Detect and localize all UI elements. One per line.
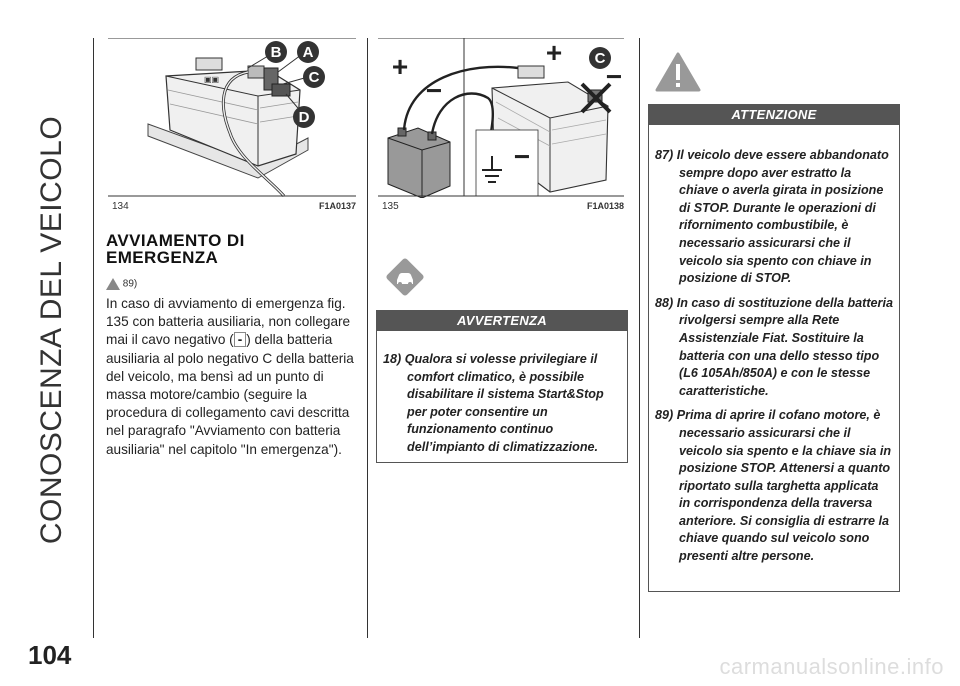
item-text: Qualora si volesse privilegiare il comfort climatico, è possibile disabilitare il sistema Start&Stop per poter consentire un funzionamento continuo dell’impianto di climatizzazione. — [404, 352, 604, 454]
battery-illustration-134 — [108, 38, 356, 198]
side-divider — [93, 38, 94, 638]
avvertenza-item — [383, 351, 621, 457]
page-number: 104 — [28, 640, 72, 670]
label-d: D — [298, 109, 310, 126]
car-advice-icon — [386, 258, 424, 296]
attenzione-box — [648, 104, 900, 592]
label-a: A — [302, 44, 314, 61]
section-heading — [106, 232, 245, 266]
item-number: 87) — [655, 148, 674, 162]
warning-reference — [106, 278, 137, 290]
figure-135 — [378, 38, 624, 212]
side-section-title — [22, 40, 82, 620]
section-body — [106, 295, 358, 459]
label-plus-main: + — [545, 38, 563, 68]
label-minus-aux: − — [425, 75, 443, 106]
column-divider-2 — [639, 38, 640, 638]
label-minus-ground: − — [513, 141, 531, 172]
label-minus-main: − — [605, 61, 623, 92]
jump-start-illustration-135 — [378, 38, 624, 198]
warning-icon — [655, 52, 701, 92]
label-c: C — [594, 50, 606, 67]
item-number: 88) — [655, 295, 674, 310]
avvertenza-body — [377, 331, 627, 457]
column-divider-1 — [367, 38, 368, 638]
avvertenza-box — [376, 310, 628, 463]
warning-reference-number: 89) — [122, 278, 138, 290]
negative-pole-symbol: - — [234, 332, 247, 347]
side-section-title-text: CONOSCENZA DEL VEICOLO — [35, 115, 68, 545]
label-c: C — [308, 69, 320, 86]
item-text: Il veicolo deve essere abbandonato sempre dopo aver estratto la chiave o averla girata in posizione di STOP. Durante le operazioni di rifornimento combustibile, è necessario assicurarsi che il veicolo sia spento con chiave in posizione di STOP. — [676, 148, 889, 286]
item-number: 89) — [655, 408, 674, 423]
figure-number: 134 — [112, 201, 129, 212]
avvertenza-title: AVVERTENZA — [377, 311, 627, 331]
body-text-part1: In caso di avviamento di emergenza fig. 135 con batteria ausiliaria, non collegare mai il cavo negativo ( — [106, 296, 351, 348]
attenzione-item — [655, 295, 893, 401]
figure-code: F1A0138 — [586, 201, 624, 211]
figure-number: 135 — [382, 201, 399, 212]
figure-134 — [108, 38, 356, 212]
label-b: B — [270, 44, 282, 61]
body-text-part2: ) della batteria ausiliaria al polo negativo C della batteria del veicolo, ma bensì ad un punto di massa motore/cambio (seguire la procedura di collegamento cavi descritta nel paragrafo "Avviamento con batteria ausiliaria" nel capitolo "In emergenza"). — [106, 332, 354, 457]
attenzione-body — [649, 125, 899, 566]
item-text: Prima di aprire il cofano motore, è necessario assicurarsi che il veicolo sia spento e la chiave sia in posizione STOP. Attenersi a quanto riportato sulla targhetta applicata in corrispondenza della traversa anteriore. Si consiglia di estrarre la chiave quando sul veicolo sono presenti altre persone. — [676, 408, 892, 564]
attenzione-title: ATTENZIONE — [649, 105, 899, 125]
label-plus-aux: + — [391, 51, 409, 82]
section-heading-line1: AVVIAMENTO DI — [106, 231, 245, 250]
item-number: 18) — [383, 352, 402, 366]
warning-triangle-icon — [106, 278, 120, 290]
svg-text:▣▣: ▣▣ — [204, 75, 220, 84]
attenzione-item — [655, 147, 893, 288]
watermark: carmanualsonline.info — [719, 654, 944, 679]
attenzione-item — [655, 407, 893, 565]
section-heading-line2: EMERGENZA — [106, 248, 219, 267]
item-text: In caso di sostituzione della batteria rivolgersi sempre alla Rete Assistenziale Fiat. Sostituire la batteria con una dello stesso tipo (L6 105Ah/850A) e con le stesse caratteristiche. — [676, 295, 893, 398]
figure-code: F1A0137 — [318, 201, 356, 211]
